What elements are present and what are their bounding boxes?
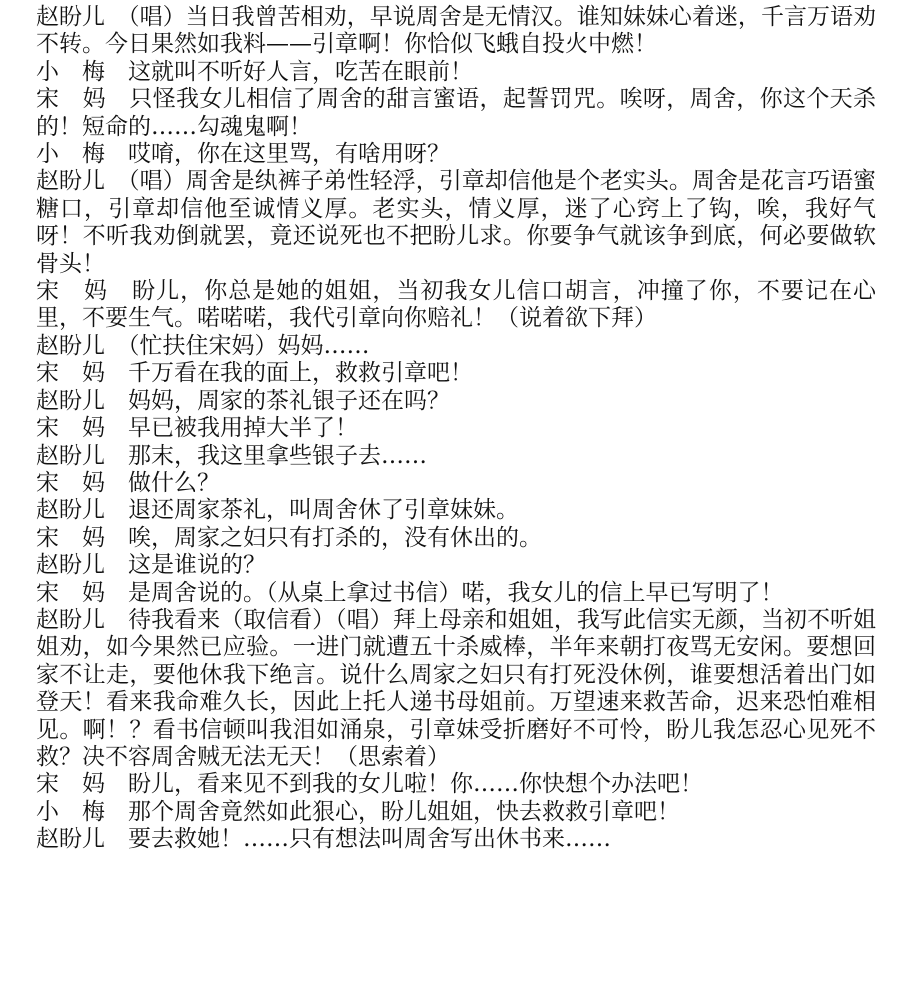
line-text: 哎唷，你在这里骂，有啥用呀？ — [128, 141, 450, 168]
line-text: 盼儿，看来见不到我的女儿啦！你……你快想个办法吧！ — [128, 771, 703, 798]
dialogue-line — [36, 826, 876, 853]
speaker-name: 宋 妈 — [36, 278, 109, 305]
speaker-name: 宋 妈 — [36, 771, 105, 798]
speaker-name: 赵盼儿 — [36, 497, 105, 524]
dialogue-line — [36, 525, 876, 552]
line-text: 这是谁说的？ — [128, 552, 266, 579]
speaker-name: 赵盼儿 — [36, 552, 105, 579]
speaker-name: 赵盼儿 — [36, 387, 105, 414]
dialogue-line — [36, 799, 876, 826]
dialogue-line — [36, 388, 876, 415]
line-text: 那个周舍竟然如此狠心，盼儿姐姐，快去救救引章吧！ — [128, 798, 680, 825]
dialogue-line — [36, 333, 876, 360]
script-page — [36, 4, 876, 854]
line-text: （忙扶住宋妈）妈妈…… — [128, 332, 370, 359]
speaker-name: 宋 妈 — [36, 86, 107, 113]
speaker-name: 赵盼儿 — [36, 4, 106, 30]
dialogue-line — [36, 771, 876, 798]
line-text: 盼儿，你总是她的姐姐，当初我女儿信口胡言，冲撞了你，不要记在心里，不要生气。喏喏喏，我代引章向你赔礼！（说着欲下拜） — [36, 278, 877, 332]
line-text: 只怪我女儿相信了周舍的甜言蜜语，起誓罚咒。唉呀，周舍，你这个天杀的！短命的……勾魂鬼啊！ — [36, 86, 877, 140]
dialogue-line — [36, 497, 876, 524]
line-text: 那末，我这里拿些银子去…… — [128, 442, 427, 469]
speaker-name: 宋 妈 — [36, 469, 105, 496]
dialogue-line — [36, 607, 876, 771]
line-text: 做什么？ — [128, 469, 220, 496]
dialogue-line — [36, 360, 876, 387]
speaker-name: 宋 妈 — [36, 524, 105, 551]
speaker-name: 赵盼儿 — [36, 168, 106, 195]
line-text: 要去救她！……只有想法叫周舍写出休书来…… — [128, 826, 611, 853]
speaker-name: 赵盼儿 — [36, 332, 105, 359]
speaker-name: 小 梅 — [36, 58, 105, 85]
dialogue-line — [36, 59, 876, 86]
speaker-name: 小 梅 — [36, 798, 105, 825]
line-text: （唱）周舍是纨裤子弟性轻浮，引章却信他是个老实头。周舍是花言巧语蜜糖口，引章却信他至诚情义厚。老实头，情义厚，迷了心窍上了钩，唉，我好气呀！不听我劝倒就罢，竟还说死也不把盼儿求。你要争气就该争到底，何必要做软骨头！ — [36, 168, 877, 277]
line-text: 是周舍说的。（从桌上拿过书信）喏，我女儿的信上早已写明了！ — [128, 579, 784, 606]
dialogue-line — [36, 278, 876, 333]
line-text: 退还周家茶礼，叫周舍休了引章妹妹。 — [128, 497, 519, 524]
dialogue-line — [36, 552, 876, 579]
speaker-name: 赵盼儿 — [36, 442, 105, 469]
dialogue-line — [36, 168, 876, 278]
dialogue-line — [36, 443, 876, 470]
dialogue-line — [36, 4, 876, 59]
dialogue-line — [36, 470, 876, 497]
dialogue-line — [36, 415, 876, 442]
speaker-name: 宋 妈 — [36, 360, 105, 387]
line-text: 待我看来（取信看）（唱）拜上母亲和姐姐，我写此信实无颜，当初不听姐姐劝，如今果然已应验。一进门就遭五十杀威棒，半年来朝打夜骂无安闲。要想回家不让走，要他休我下绝言。说什么周家之妇只有打死没休例，谁要想活着出门如登天！看来我命难久长，因此上托人递书母姐前。万望速来救苦命，迟来恐怕难相见。啊！？看书信顿叫我泪如涌泉，引章妹受折磨好不可怜，盼儿我怎忍心见死不救？决不容周舍贼无法无天！（思索着） — [36, 606, 877, 770]
speaker-name: 宋 妈 — [36, 415, 105, 442]
line-text: 这就叫不听好人言，吃苦在眼前！ — [128, 58, 473, 85]
dialogue-line — [36, 580, 876, 607]
line-text: 早已被我用掉大半了！ — [128, 415, 358, 442]
speaker-name: 小 梅 — [36, 141, 105, 168]
speaker-name: 赵盼儿 — [36, 606, 106, 633]
dialogue-line — [36, 86, 876, 141]
line-text: 妈妈，周家的茶礼银子还在吗？ — [128, 387, 450, 414]
speaker-name: 赵盼儿 — [36, 826, 105, 853]
speaker-name: 宋 妈 — [36, 579, 105, 606]
line-text: 千万看在我的面上，救救引章吧！ — [128, 360, 473, 387]
line-text: 唉，周家之妇只有打杀的，没有休出的。 — [128, 524, 542, 551]
dialogue-line — [36, 141, 876, 168]
line-text: （唱）当日我曾苦相劝，早说周舍是无情汉。谁知妹妹心着迷，千言万语劝不转。今日果然如我料——引章啊！你恰似飞蛾自投火中燃！ — [36, 4, 877, 58]
